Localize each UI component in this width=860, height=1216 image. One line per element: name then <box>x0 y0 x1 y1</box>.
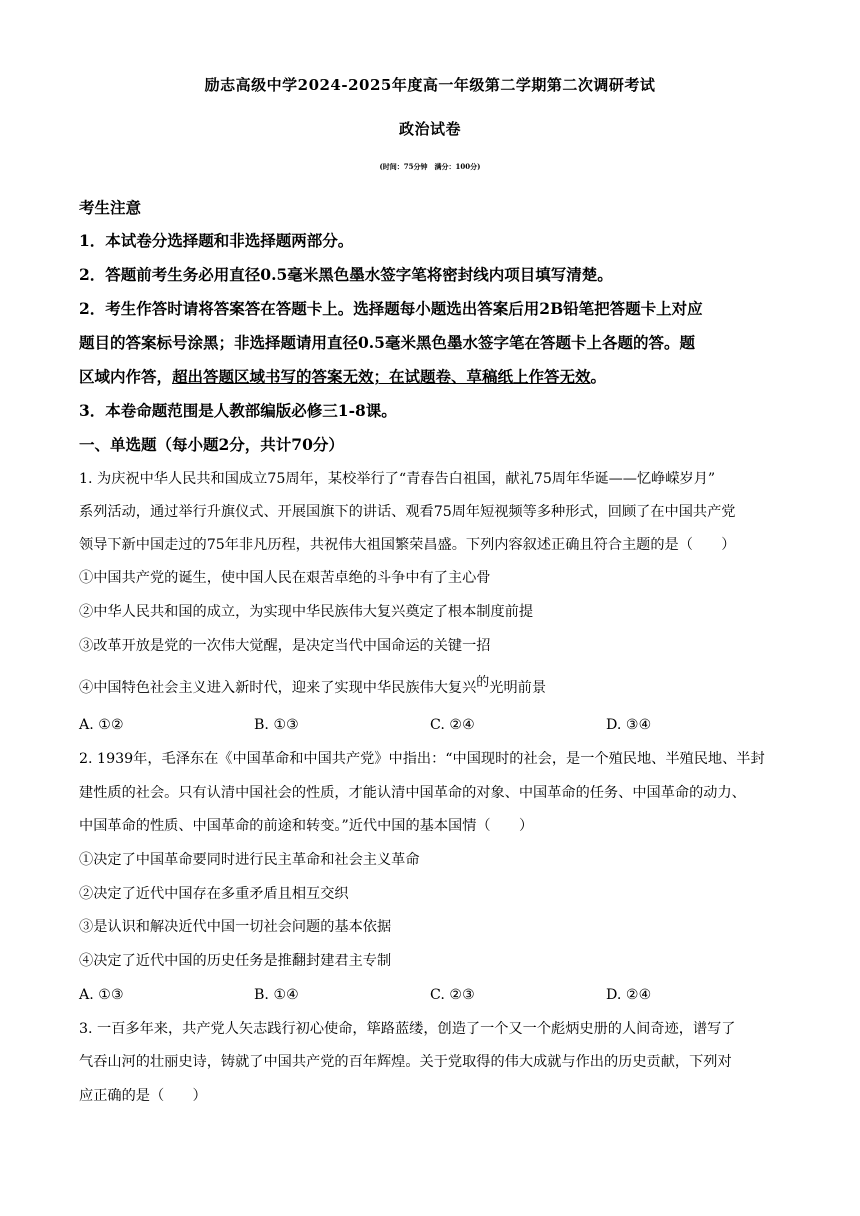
q1-option-d[interactable]: D. ③④ <box>606 717 652 733</box>
q2-option-b[interactable]: B. ①④ <box>254 987 299 1003</box>
q1-option-a[interactable]: A. ①② <box>79 717 124 733</box>
q3-stem-line-1: 3. 一百多年来，共产党人矢志践行初心使命，筚路蓝缕，创造了一个又一个彪炳史册的人间奇迹，谱写了 <box>79 1021 736 1037</box>
q2-options <box>79 984 789 1006</box>
notice-item-2: 2．答题前考生务必用直径0.5毫米黑色墨水签字笔将密封线内项目填写清楚。 <box>79 265 613 284</box>
notice-item-3-line-3 <box>79 366 789 388</box>
q2-statement-2: ②决定了近代中国存在多重矛盾且相互交织 <box>79 886 349 902</box>
q1-stem-line-2: 系列活动，通过举行升旗仪式、开展国旗下的讲话、观看75周年短视频等多种形式，回顾了在中国共产党 <box>79 504 736 520</box>
q2-option-a[interactable]: A. ①③ <box>79 987 124 1003</box>
q1-stem-line-3: 领导下新中国走过的75年非凡历程，共祝伟大祖国繁荣昌盛。下列内容叙述正确且符合主题的是（ ） <box>79 537 736 553</box>
subject-title: 政治试卷 <box>398 120 461 138</box>
q2-statement-4: ④决定了近代中国的历史任务是推翻封建君主专制 <box>79 953 392 969</box>
notice-heading: 考生注意 <box>79 198 142 217</box>
q2-statement-1: ①决定了中国革命要同时进行民主革命和社会主义革命 <box>79 852 420 868</box>
q1-statement-3: ③改革开放是党的一次伟大觉醒，是决定当代中国命运的关键一招 <box>79 638 491 654</box>
q1-option-b[interactable]: B. ①③ <box>254 717 299 733</box>
q1-statement-4 <box>79 677 789 700</box>
q1-option-c[interactable]: C. ②④ <box>430 717 475 733</box>
q2-statement-3: ③是认识和解决近代中国一切社会问题的基本依据 <box>79 919 392 935</box>
exam-title: 励志高级中学2024-2025年度高一年级第二学期第二次调研考试 <box>204 76 656 94</box>
q2-option-c[interactable]: C. ②③ <box>430 987 475 1003</box>
time-score-info: (时间：75分钟 满分：100分) <box>379 162 481 171</box>
q1-statement-4-raised: 的 <box>476 675 490 690</box>
q1-statement-4-text: ④中国特色社会主义进入新时代，迎来了实现中华民族伟大复兴 <box>79 680 477 696</box>
notice-item-3-underlined: 超出答题区域书写的答案无效；在试题卷、草稿纸上作答无效 <box>172 367 591 386</box>
q1-options <box>79 714 789 736</box>
notice-item-1: 1．本试卷分选择题和非选择题两部分。 <box>79 231 354 250</box>
notice-item-4: 3．本卷命题范围是人教部编版必修三1-8课。 <box>79 401 397 420</box>
notice-item-3-suffix: 。 <box>590 367 607 386</box>
q1-stem-line-1: 1. 为庆祝中华人民共和国成立75周年，某校举行了“青春告白祖国，献礼75周年华诞——忆峥嵘岁月” <box>79 471 716 487</box>
q1-statement-1: ①中国共产党的诞生，使中国人民在艰苦卓绝的斗争中有了主心骨 <box>79 570 491 586</box>
notice-item-3-line-2: 题目的答案标号涂黑；非选择题请用直径0.5毫米黑色墨水签字笔在答题卡上各题的答。题 <box>79 333 695 352</box>
q2-option-d[interactable]: D. ②④ <box>606 987 652 1003</box>
q2-stem-line-2: 建性质的社会。只有认清中国社会的性质，才能认清中国革命的对象、中国革命的任务、中国革命的动力、 <box>79 785 746 801</box>
section-heading: 一、单选题（每小题2分，共计70分） <box>79 435 344 454</box>
q1-statement-2: ②中华人民共和国的成立，为实现中华民族伟大复兴奠定了根本制度前提 <box>79 604 534 620</box>
notice-item-3-line-1: 2．考生作答时请将答案答在答题卡上。选择题每小题选出答案后用2B铅笔把答题卡上对应 <box>79 299 703 318</box>
q3-stem-line-3: 应正确的是（ ） <box>79 1088 207 1104</box>
q2-stem-line-3: 中国革命的性质、中国革命的前途和转变。”近代中国的基本国情（ ） <box>79 818 534 834</box>
q3-stem-line-2: 气吞山河的壮丽史诗，铸就了中国共产党的百年辉煌。关于党取得的伟大成就与作出的历史贡献，下列对 <box>79 1054 732 1070</box>
q1-statement-4-tail: 光明前景 <box>489 680 547 696</box>
q2-stem-line-1: 2. 1939年，毛泽东在《中国革命和中国共产党》中指出：“中国现时的社会，是一个殖民地、半殖民地、半封 <box>79 751 765 767</box>
notice-item-3-prefix: 区域内作答， <box>79 367 173 386</box>
